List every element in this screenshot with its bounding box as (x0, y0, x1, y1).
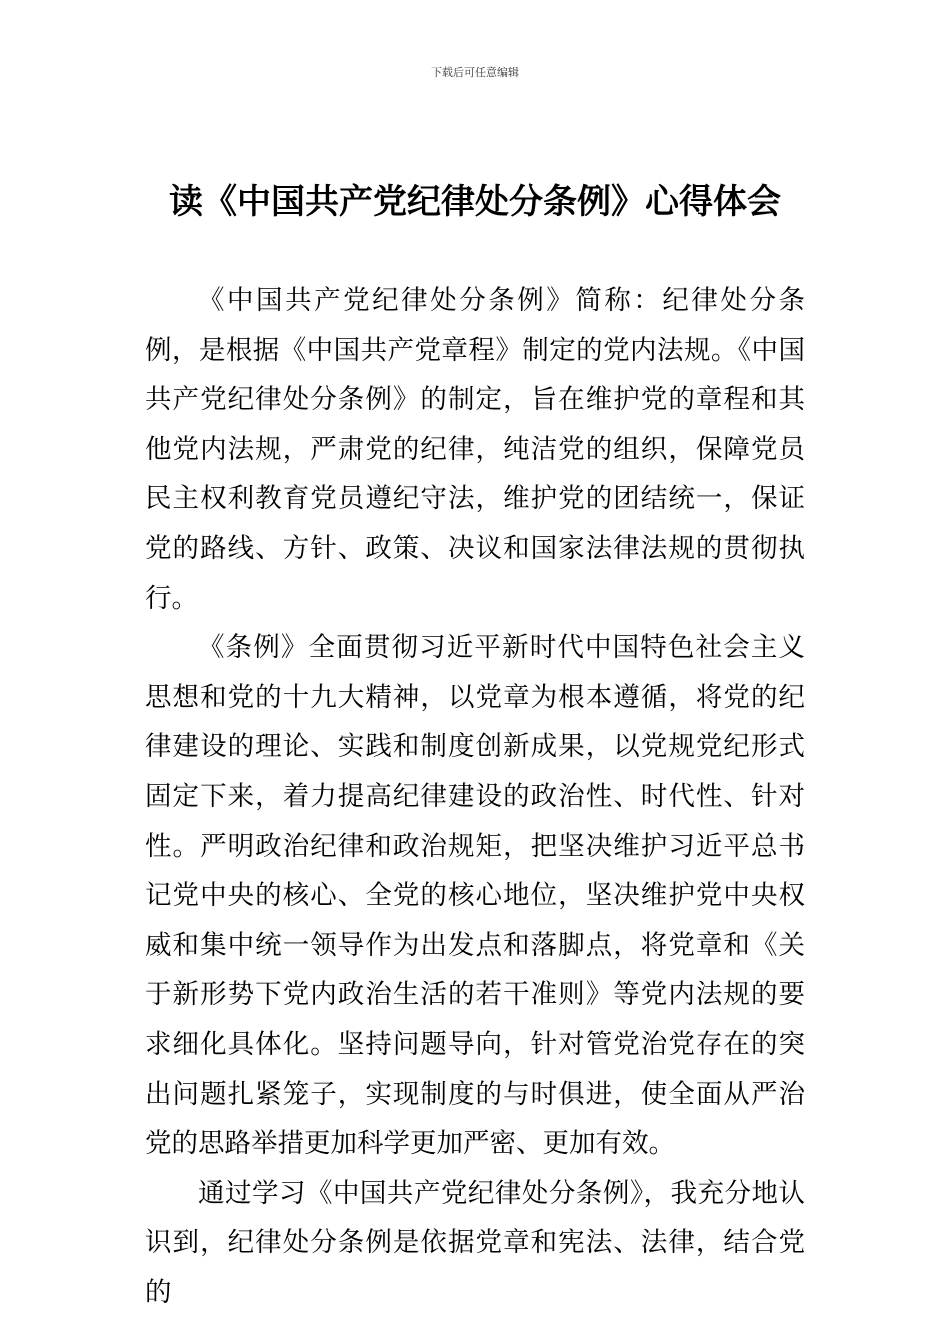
paragraph-3: 通过学习《中国共产党纪律处分条例》，我充分地认识到，纪律处分条例是依据党章和宪法、法律，结合党的 (145, 1177, 805, 1308)
header-note: 下载后可任意编辑 (431, 66, 519, 79)
document-body (145, 276, 805, 1317)
paragraph-1: 《中国共产党纪律处分条例》简称：纪律处分条例，是根据《中国共产党章程》制定的党内法规。《中国共产党纪律处分条例》的制定，旨在维护党的章程和其他党内法规，严肃党的纪律，纯洁党的组织，保障党员民主权利教育党员遵纪守法，维护党的团结统一，保证党的路线、方针、政策、决议和国家法律法规的贯彻执行。 (145, 285, 805, 614)
paragraph-2: 《条例》全面贯彻习近平新时代中国特色社会主义思想和党的十九大精神，以党章为根本遵循，将党的纪律建设的理论、实践和制度创新成果，以党规党纪形式固定下来，着力提高纪律建设的政治性、时代性、针对性。严明政治纪律和政治规矩，把坚决维护习近平总书记党中央的核心、全党的核心地位，坚决维护党中央权威和集中统一领导作为出发点和落脚点，将党章和《关于新形势下党内政治生活的若干准则》等党内法规的要求细化具体化。坚持问题导向，针对管党治党存在的突出问题扎紧笼子，实现制度的与时俱进，使全面从严治党的思路举措更加科学更加严密、更加有效。 (145, 632, 805, 1160)
document-title: 读《中国共产党纪律处分条例》心得体会 (169, 182, 781, 222)
